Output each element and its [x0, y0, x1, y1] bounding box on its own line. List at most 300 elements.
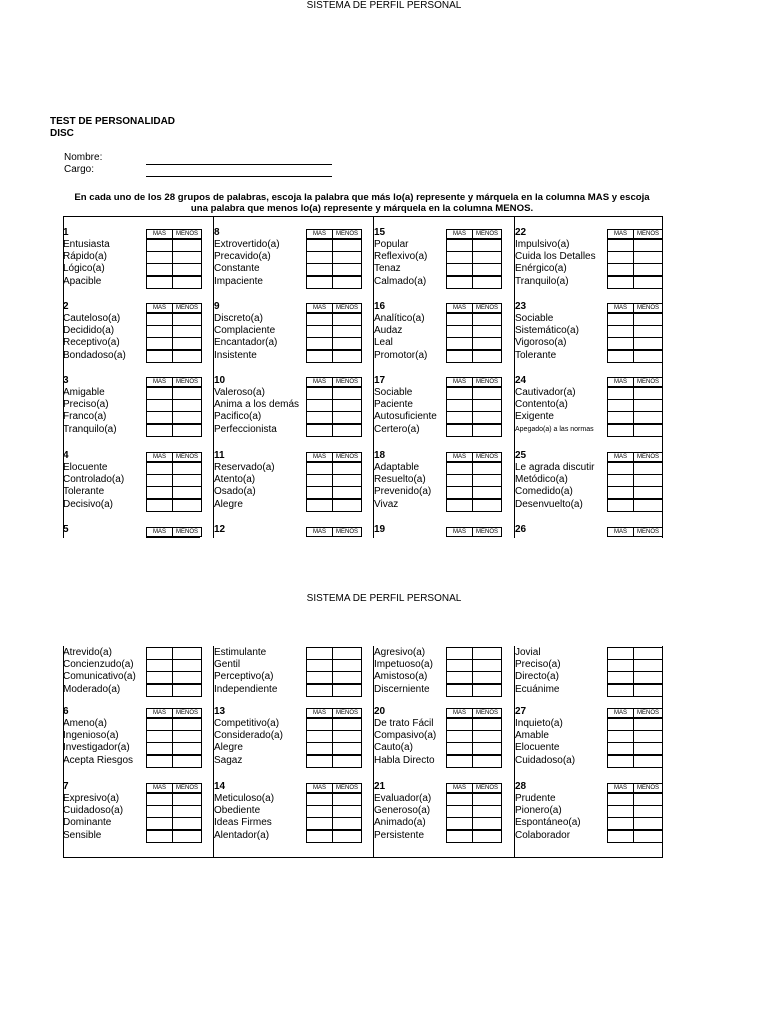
mas-checkbox[interactable]	[306, 239, 333, 252]
menos-checkbox[interactable]	[332, 684, 362, 697]
menos-header: MENOS	[172, 708, 202, 718]
trait-word: Evaluador(a)	[374, 793, 432, 804]
menos-checkbox[interactable]	[633, 830, 663, 843]
mas-checkbox[interactable]	[446, 276, 473, 289]
mas-checkbox[interactable]	[306, 276, 333, 289]
menos-checkbox[interactable]	[633, 793, 663, 806]
trait-word: Gentil	[214, 659, 241, 671]
mas-checkbox[interactable]	[146, 499, 173, 512]
column-divider	[662, 216, 663, 538]
menos-checkbox[interactable]	[172, 263, 202, 276]
menos-checkbox[interactable]	[472, 325, 502, 338]
mas-checkbox[interactable]	[607, 387, 634, 400]
menos-checkbox[interactable]	[633, 325, 663, 338]
menos-checkbox[interactable]	[332, 793, 362, 806]
menos-checkbox[interactable]	[472, 399, 502, 412]
trait-word: Resuelto(a)	[374, 474, 426, 486]
mas-checkbox[interactable]	[306, 499, 333, 512]
menos-header: MENOS	[332, 708, 362, 718]
group-number: 4	[63, 450, 69, 461]
menos-checkbox[interactable]	[633, 684, 663, 697]
menos-checkbox[interactable]	[633, 462, 663, 475]
menos-checkbox[interactable]	[472, 817, 502, 830]
menos-checkbox[interactable]	[172, 239, 202, 252]
mas-checkbox[interactable]	[306, 251, 333, 264]
mas-checkbox[interactable]	[607, 742, 634, 755]
mas-checkbox[interactable]	[146, 647, 173, 660]
mas-checkbox[interactable]	[607, 647, 634, 660]
mas-checkbox[interactable]	[146, 239, 173, 252]
menos-header: MENOS	[633, 452, 663, 462]
trait-word: Considerado(a)	[214, 730, 283, 742]
menos-checkbox[interactable]	[332, 239, 362, 252]
menos-checkbox[interactable]	[332, 805, 362, 818]
menos-checkbox[interactable]	[332, 387, 362, 400]
trait-word: Vigoroso(a)	[515, 337, 567, 349]
menos-checkbox[interactable]	[172, 671, 202, 684]
menos-header: MENOS	[633, 377, 663, 387]
trait-word: Certero(a)	[374, 423, 420, 435]
menos-checkbox[interactable]	[633, 647, 663, 660]
trait-word: Meticuloso(a)	[214, 793, 275, 804]
mas-header: MAS	[306, 527, 333, 537]
menos-checkbox[interactable]	[172, 817, 202, 830]
menos-checkbox[interactable]	[633, 817, 663, 830]
menos-checkbox[interactable]	[472, 659, 502, 672]
mas-checkbox[interactable]	[446, 411, 473, 424]
menos-checkbox[interactable]	[472, 424, 502, 437]
mas-checkbox[interactable]	[146, 399, 173, 412]
menos-checkbox[interactable]	[332, 817, 362, 830]
group-number: 11	[214, 450, 225, 461]
menos-checkbox[interactable]	[633, 251, 663, 264]
mas-header: MAS	[146, 303, 173, 313]
mas-checkbox[interactable]	[446, 647, 473, 660]
trait-word: Lógico(a)	[63, 263, 105, 275]
mas-checkbox[interactable]	[607, 399, 634, 412]
mas-checkbox[interactable]	[446, 742, 473, 755]
mas-checkbox[interactable]	[306, 817, 333, 830]
mas-header: MAS	[607, 303, 634, 313]
menos-checkbox[interactable]	[633, 474, 663, 487]
mas-checkbox[interactable]	[446, 659, 473, 672]
mas-checkbox[interactable]	[446, 251, 473, 264]
trait-word: Apegado(a) a las normas	[515, 425, 594, 433]
menos-checkbox[interactable]	[332, 462, 362, 475]
menos-checkbox[interactable]	[472, 730, 502, 743]
mas-header: MAS	[446, 783, 473, 793]
menos-checkbox[interactable]	[172, 742, 202, 755]
menos-checkbox[interactable]	[172, 793, 202, 806]
menos-checkbox[interactable]	[472, 830, 502, 843]
menos-checkbox[interactable]	[332, 647, 362, 660]
mas-checkbox[interactable]	[446, 337, 473, 350]
menos-checkbox[interactable]	[472, 755, 502, 768]
menos-checkbox[interactable]	[172, 805, 202, 818]
menos-checkbox[interactable]	[633, 387, 663, 400]
menos-checkbox[interactable]	[633, 411, 663, 424]
menos-checkbox[interactable]	[633, 659, 663, 672]
mas-checkbox[interactable]	[446, 387, 473, 400]
mas-checkbox[interactable]	[607, 499, 634, 512]
mas-checkbox[interactable]	[306, 399, 333, 412]
cargo-field[interactable]	[146, 176, 332, 177]
mas-checkbox[interactable]	[446, 424, 473, 437]
mas-checkbox[interactable]	[607, 718, 634, 731]
menos-checkbox[interactable]	[172, 462, 202, 475]
page-title-2: SISTEMA DE PERFIL PERSONAL	[306, 593, 462, 604]
mas-checkbox[interactable]	[607, 424, 634, 437]
mas-checkbox[interactable]	[607, 817, 634, 830]
menos-checkbox[interactable]	[172, 424, 202, 437]
menos-checkbox[interactable]	[172, 350, 202, 363]
mas-checkbox[interactable]	[306, 411, 333, 424]
menos-checkbox[interactable]	[472, 263, 502, 276]
menos-checkbox[interactable]	[633, 337, 663, 350]
menos-checkbox[interactable]	[472, 387, 502, 400]
mas-checkbox[interactable]	[607, 325, 634, 338]
menos-checkbox[interactable]	[633, 671, 663, 684]
mas-checkbox[interactable]	[146, 263, 173, 276]
menos-checkbox[interactable]	[472, 684, 502, 697]
mas-checkbox[interactable]	[146, 830, 173, 843]
mas-checkbox[interactable]	[607, 251, 634, 264]
trait-word: Calmado(a)	[374, 275, 427, 287]
mas-checkbox[interactable]	[607, 486, 634, 499]
menos-checkbox[interactable]	[172, 251, 202, 264]
mas-checkbox[interactable]	[146, 350, 173, 363]
mas-checkbox[interactable]	[306, 718, 333, 731]
trait-word: Comunicativo(a)	[63, 671, 136, 683]
trait-word: Pacifico(a)	[214, 411, 262, 423]
menos-checkbox[interactable]	[172, 474, 202, 487]
mas-checkbox[interactable]	[607, 313, 634, 326]
mas-checkbox[interactable]	[607, 755, 634, 768]
trait-word: Atrevido(a)	[63, 647, 112, 658]
mas-checkbox[interactable]	[306, 486, 333, 499]
mas-checkbox[interactable]	[607, 276, 634, 289]
mas-header: MAS	[446, 303, 473, 313]
menos-checkbox[interactable]	[172, 387, 202, 400]
mas-checkbox[interactable]	[146, 325, 173, 338]
group-number: 13	[214, 706, 226, 717]
mas-checkbox[interactable]	[607, 830, 634, 843]
mas-checkbox[interactable]	[607, 805, 634, 818]
mas-checkbox[interactable]	[306, 755, 333, 768]
mas-checkbox[interactable]	[306, 805, 333, 818]
mas-checkbox[interactable]	[146, 313, 173, 326]
menos-checkbox[interactable]	[633, 263, 663, 276]
menos-checkbox[interactable]	[472, 499, 502, 512]
menos-checkbox[interactable]	[633, 399, 663, 412]
mas-checkbox[interactable]	[306, 684, 333, 697]
menos-checkbox[interactable]	[332, 251, 362, 264]
mas-header: MAS	[146, 452, 173, 462]
menos-checkbox[interactable]	[472, 276, 502, 289]
menos-checkbox[interactable]	[332, 671, 362, 684]
mas-checkbox[interactable]	[446, 830, 473, 843]
trait-word: Investigador(a)	[63, 742, 130, 754]
mas-checkbox[interactable]	[607, 411, 634, 424]
menos-checkbox[interactable]	[332, 399, 362, 412]
trait-word: Decisivo(a)	[63, 498, 114, 510]
mas-checkbox[interactable]	[146, 730, 173, 743]
mas-checkbox[interactable]	[446, 684, 473, 697]
menos-checkbox[interactable]	[332, 755, 362, 768]
column-divider	[63, 216, 64, 538]
mas-checkbox[interactable]	[607, 350, 634, 363]
trait-word: Generoso(a)	[374, 805, 431, 817]
menos-checkbox[interactable]	[472, 805, 502, 818]
trait-word: Compasivo(a)	[374, 730, 437, 742]
menos-checkbox[interactable]	[633, 742, 663, 755]
mas-checkbox[interactable]	[446, 263, 473, 276]
mas-checkbox[interactable]	[446, 755, 473, 768]
menos-checkbox[interactable]	[633, 718, 663, 731]
mas-checkbox[interactable]	[306, 742, 333, 755]
trait-word: Alegre	[214, 742, 243, 754]
menos-checkbox[interactable]	[472, 462, 502, 475]
menos-checkbox[interactable]	[633, 805, 663, 818]
trait-word: Discreto(a)	[214, 313, 263, 324]
menos-checkbox[interactable]	[172, 718, 202, 731]
menos-checkbox[interactable]	[472, 313, 502, 326]
mas-checkbox[interactable]	[146, 659, 173, 672]
mas-header: MAS	[306, 303, 333, 313]
instructions-line-1: En cada uno de los 28 grupos de palabras, escoja la palabra que más lo(a) represente y márquela en la columna MAS y escoja	[74, 192, 650, 203]
trait-word: Comedido(a)	[515, 486, 573, 498]
mas-checkbox[interactable]	[446, 350, 473, 363]
menos-checkbox[interactable]	[472, 337, 502, 350]
menos-checkbox[interactable]	[472, 718, 502, 731]
mas-checkbox[interactable]	[146, 671, 173, 684]
mas-checkbox[interactable]	[446, 474, 473, 487]
instructions	[62, 192, 662, 214]
mas-checkbox[interactable]	[446, 805, 473, 818]
menos-checkbox[interactable]	[472, 671, 502, 684]
menos-checkbox[interactable]	[332, 276, 362, 289]
mas-checkbox[interactable]	[446, 486, 473, 499]
menos-checkbox[interactable]	[332, 474, 362, 487]
menos-checkbox[interactable]	[172, 276, 202, 289]
mas-checkbox[interactable]	[306, 350, 333, 363]
menos-checkbox[interactable]	[472, 647, 502, 660]
menos-checkbox[interactable]	[472, 474, 502, 487]
mas-checkbox[interactable]	[306, 325, 333, 338]
mas-checkbox[interactable]	[607, 337, 634, 350]
menos-checkbox[interactable]	[633, 424, 663, 437]
menos-checkbox[interactable]	[172, 337, 202, 350]
menos-checkbox[interactable]	[332, 325, 362, 338]
menos-checkbox[interactable]	[332, 659, 362, 672]
mas-checkbox[interactable]	[446, 399, 473, 412]
menos-checkbox[interactable]	[332, 411, 362, 424]
mas-checkbox[interactable]	[146, 805, 173, 818]
menos-checkbox[interactable]	[332, 350, 362, 363]
menos-checkbox[interactable]	[472, 251, 502, 264]
mas-checkbox[interactable]	[306, 462, 333, 475]
menos-checkbox[interactable]	[332, 424, 362, 437]
mas-checkbox[interactable]	[306, 793, 333, 806]
trait-word: Ecuánime	[515, 683, 560, 695]
group-number: 26	[515, 524, 527, 535]
mas-checkbox[interactable]	[446, 793, 473, 806]
mas-checkbox[interactable]	[446, 462, 473, 475]
group-number: 9	[214, 301, 220, 312]
menos-checkbox[interactable]	[633, 499, 663, 512]
menos-checkbox[interactable]	[633, 755, 663, 768]
mas-checkbox[interactable]	[146, 387, 173, 400]
mas-checkbox[interactable]	[446, 817, 473, 830]
trait-word: Tranquilo(a)	[63, 423, 117, 435]
menos-checkbox[interactable]	[172, 486, 202, 499]
menos-checkbox[interactable]	[472, 411, 502, 424]
trait-word: Precavido(a)	[214, 251, 271, 263]
trait-word: Elocuente	[515, 742, 560, 754]
column-divider	[514, 216, 515, 538]
menos-checkbox[interactable]	[472, 486, 502, 499]
menos-checkbox[interactable]	[633, 239, 663, 252]
trait-word: Leal	[374, 337, 393, 349]
trait-word: Inquieto(a)	[515, 718, 563, 729]
trait-word: Reservado(a)	[214, 462, 275, 473]
mas-checkbox[interactable]	[146, 474, 173, 487]
mas-checkbox[interactable]	[607, 462, 634, 475]
menos-checkbox[interactable]	[172, 399, 202, 412]
mas-checkbox[interactable]	[146, 817, 173, 830]
menos-checkbox[interactable]	[172, 684, 202, 697]
mas-checkbox[interactable]	[607, 239, 634, 252]
mas-checkbox[interactable]	[146, 718, 173, 731]
mas-checkbox[interactable]	[306, 474, 333, 487]
trait-word: Reflexivo(a)	[374, 251, 428, 263]
mas-checkbox[interactable]	[607, 659, 634, 672]
mas-checkbox[interactable]	[146, 411, 173, 424]
mas-checkbox[interactable]	[446, 325, 473, 338]
trait-word: Adaptable	[374, 462, 420, 473]
menos-checkbox[interactable]	[633, 350, 663, 363]
trait-word: Sociable	[374, 387, 413, 398]
menos-checkbox[interactable]	[633, 486, 663, 499]
trait-word: Prudente	[515, 793, 556, 804]
mas-checkbox[interactable]	[446, 313, 473, 326]
mas-checkbox[interactable]	[306, 830, 333, 843]
instructions-line-2: una palabra que menos lo(a) represente y márquela en la columna MENOS.	[190, 203, 534, 214]
menos-checkbox[interactable]	[332, 337, 362, 350]
menos-checkbox[interactable]	[172, 313, 202, 326]
menos-checkbox[interactable]	[633, 313, 663, 326]
mas-checkbox[interactable]	[607, 684, 634, 697]
mas-checkbox[interactable]	[306, 387, 333, 400]
trait-word: Discerniente	[374, 683, 430, 695]
mas-checkbox[interactable]	[446, 718, 473, 731]
menos-checkbox[interactable]	[172, 755, 202, 768]
mas-checkbox[interactable]	[607, 730, 634, 743]
mas-checkbox[interactable]	[306, 313, 333, 326]
mas-checkbox[interactable]	[446, 671, 473, 684]
mas-checkbox[interactable]	[146, 755, 173, 768]
menos-header: MENOS	[633, 229, 663, 239]
menos-checkbox[interactable]	[332, 499, 362, 512]
group-number: 14	[214, 781, 226, 792]
menos-checkbox[interactable]	[172, 647, 202, 660]
menos-checkbox[interactable]	[332, 742, 362, 755]
menos-checkbox[interactable]	[172, 499, 202, 512]
mas-checkbox[interactable]	[146, 742, 173, 755]
group-number: 12	[214, 524, 226, 535]
mas-checkbox[interactable]	[306, 730, 333, 743]
mas-checkbox[interactable]	[306, 647, 333, 660]
trait-word: Extrovertido(a)	[214, 239, 280, 250]
mas-checkbox[interactable]	[607, 793, 634, 806]
mas-checkbox[interactable]	[446, 239, 473, 252]
menos-checkbox[interactable]	[332, 718, 362, 731]
menos-checkbox[interactable]	[332, 263, 362, 276]
menos-checkbox[interactable]	[332, 486, 362, 499]
trait-word: Cauto(a)	[374, 742, 413, 754]
trait-word: Cauteloso(a)	[63, 313, 121, 324]
trait-word: Complaciente	[214, 325, 276, 337]
menos-checkbox[interactable]	[633, 730, 663, 743]
mas-checkbox[interactable]	[146, 462, 173, 475]
mas-checkbox[interactable]	[146, 793, 173, 806]
mas-checkbox[interactable]	[446, 730, 473, 743]
mas-checkbox[interactable]	[607, 263, 634, 276]
trait-word: Popular	[374, 239, 409, 250]
menos-checkbox[interactable]	[332, 730, 362, 743]
mas-checkbox[interactable]	[306, 424, 333, 437]
mas-checkbox[interactable]	[146, 337, 173, 350]
menos-checkbox[interactable]	[472, 239, 502, 252]
menos-checkbox[interactable]	[332, 313, 362, 326]
trait-word: Cuidadoso(a)	[63, 805, 124, 817]
mas-checkbox[interactable]	[607, 474, 634, 487]
menos-checkbox[interactable]	[172, 659, 202, 672]
mas-checkbox[interactable]	[306, 337, 333, 350]
mas-checkbox[interactable]	[146, 251, 173, 264]
column-divider	[373, 646, 374, 858]
mas-checkbox[interactable]	[607, 671, 634, 684]
mas-checkbox[interactable]	[306, 671, 333, 684]
mas-checkbox[interactable]	[146, 486, 173, 499]
mas-header: MAS	[306, 452, 333, 462]
trait-word: Receptivo(a)	[63, 337, 120, 349]
menos-checkbox[interactable]	[332, 830, 362, 843]
menos-checkbox[interactable]	[172, 830, 202, 843]
menos-checkbox[interactable]	[633, 276, 663, 289]
menos-checkbox[interactable]	[172, 411, 202, 424]
menos-checkbox[interactable]	[172, 730, 202, 743]
mas-header: MAS	[446, 452, 473, 462]
mas-header: MAS	[607, 452, 634, 462]
menos-checkbox[interactable]	[172, 325, 202, 338]
mas-checkbox[interactable]	[146, 276, 173, 289]
mas-checkbox[interactable]	[446, 499, 473, 512]
mas-checkbox[interactable]	[146, 424, 173, 437]
mas-checkbox[interactable]	[306, 263, 333, 276]
menos-checkbox[interactable]	[472, 742, 502, 755]
mas-checkbox[interactable]	[146, 684, 173, 697]
menos-header: MENOS	[172, 229, 202, 239]
menos-header: MENOS	[472, 303, 502, 313]
nombre-field[interactable]	[146, 164, 332, 165]
mas-checkbox[interactable]	[306, 659, 333, 672]
menos-header: MENOS	[472, 452, 502, 462]
menos-checkbox[interactable]	[472, 350, 502, 363]
group-number: 8	[214, 227, 220, 238]
menos-checkbox[interactable]	[472, 793, 502, 806]
trait-word: Decidido(a)	[63, 325, 115, 337]
